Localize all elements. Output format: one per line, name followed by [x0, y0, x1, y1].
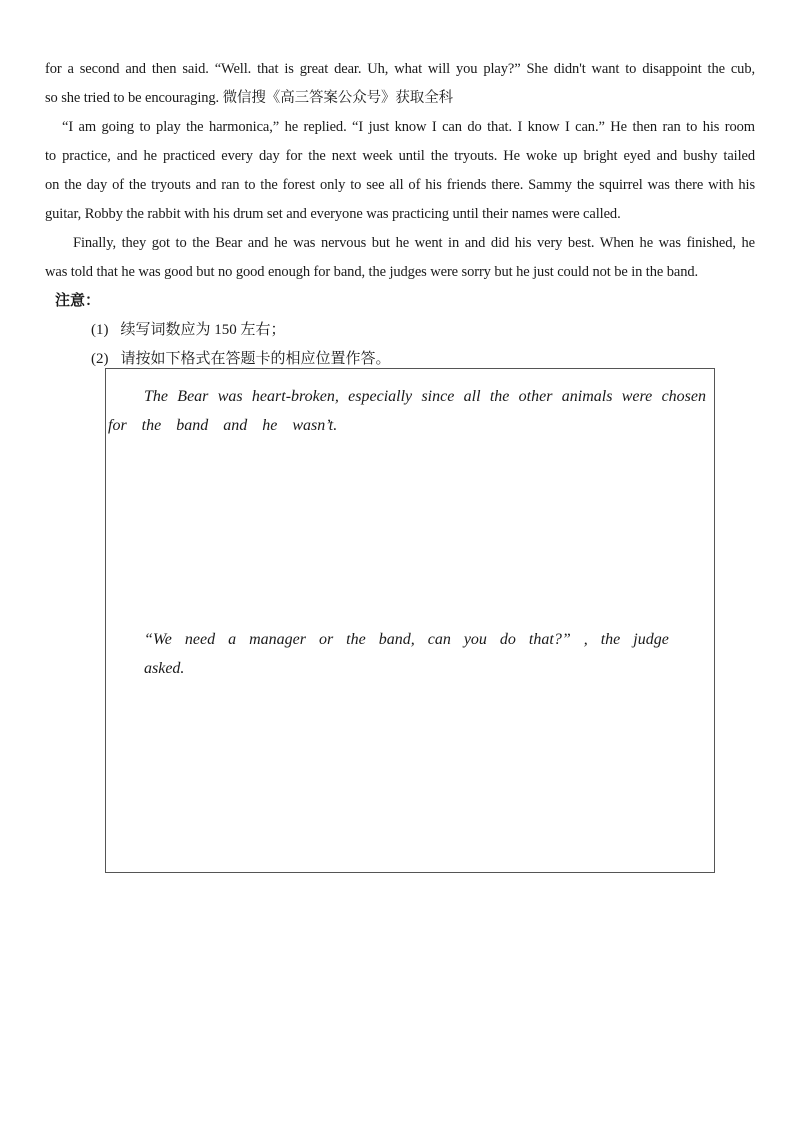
body-text	[45, 55, 755, 374]
body-line: was told that he was good but no good enough for band, the judges were sorry but he just could not be in the band.	[45, 264, 699, 280]
body-line: on the day of the tryouts and ran to the forest only to see all of his friends there. Sammy the squirrel was there with his	[45, 177, 755, 193]
notice-label: 注意：	[55, 293, 101, 309]
body-line: so she tried to be encouraging. 微信搜《高三答案公众号》获取全科	[45, 90, 453, 106]
body-line: “I am going to play the harmonica,” he replied. “I just know I can do that. I know I can.” He then ran to his room	[62, 119, 755, 135]
body-line: Finally, they got to the Bear and he was nervous but he went in and did his very best. When he was finished, he	[73, 235, 755, 251]
answer-format-box	[105, 368, 715, 873]
instruction-text: 续写词数应为 150 左右；	[120, 322, 286, 338]
instruction-marker: (1)	[91, 322, 109, 338]
body-line: for a second and then said. “Well. that is great dear. Uh, what will you play?” She didn't want to disappoint the cub,	[45, 61, 755, 77]
answer-box-line: “We need a manager or the band, can you do that?” , the judge asked.	[144, 631, 669, 677]
instruction-text: 请按如下格式在答题卡的相应位置作答。	[120, 351, 391, 367]
answer-box-line: for the band and he wasn’t.	[108, 417, 338, 434]
body-line: to practice, and he practiced every day for the next week until the tryouts. He woke up bright eyed and bushy tailed	[45, 148, 755, 164]
instruction-marker: (2)	[91, 351, 109, 367]
answer-box-line: The Bear was heart-broken, especially since all the other animals were chosen	[144, 388, 706, 405]
body-line: guitar, Robby the rabbit with his drum set and everyone was practicing until their names were called.	[45, 206, 621, 222]
instruction-item-1	[45, 316, 755, 345]
